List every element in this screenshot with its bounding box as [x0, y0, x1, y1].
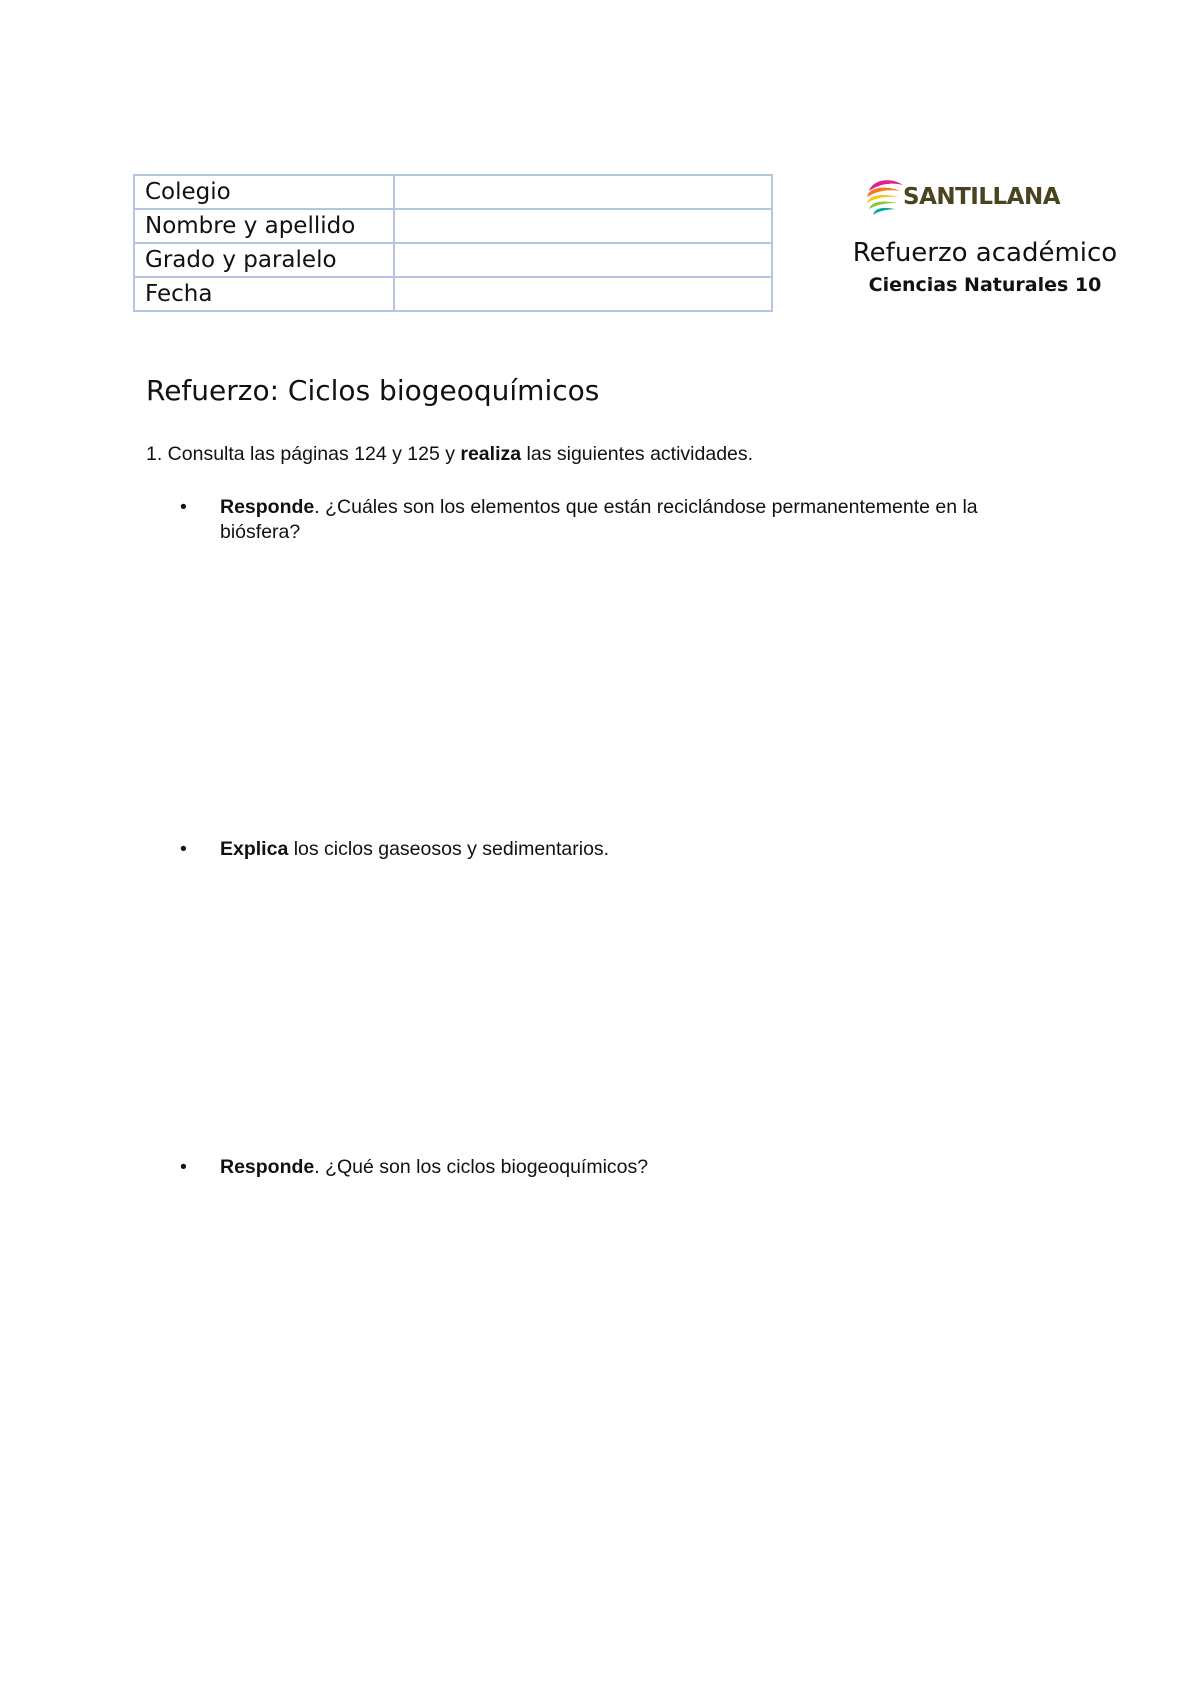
table-row: [134, 277, 772, 311]
table-row: [134, 175, 772, 209]
colegio-field[interactable]: [394, 175, 772, 209]
task-question: . ¿Cuáles son los elementos que están reciclándose permanentemente en la biósfera?: [220, 496, 978, 543]
task-verb: Explica: [220, 838, 289, 860]
bullet-icon: •: [180, 496, 187, 518]
student-info-table: [133, 174, 773, 312]
instruction-bold: realiza: [460, 443, 522, 465]
santillana-logo-icon: [865, 175, 905, 223]
task-text: [220, 1155, 1060, 1180]
task-question: los ciclos gaseosos y sedimentarios.: [288, 838, 610, 860]
fecha-field[interactable]: [394, 277, 772, 311]
task-verb: Responde: [220, 1156, 315, 1178]
grado-label: Grado y paralelo: [134, 243, 394, 277]
task-item-3: [180, 1155, 1060, 1180]
task-text: [220, 495, 1060, 545]
logo-stripe-4: [869, 201, 897, 209]
task-verb: Responde: [220, 496, 315, 518]
logo-stripe-5: [873, 208, 895, 215]
fecha-label: Fecha: [134, 277, 394, 311]
nombre-field[interactable]: [394, 209, 772, 243]
task-item-2: [180, 837, 1060, 862]
section-title: Refuerzo: Ciclos biogeoquímicos: [146, 374, 600, 407]
logo-text: SANTILLANA: [903, 184, 1061, 210]
document-header: [840, 238, 1130, 296]
task-question: . ¿Qué son los ciclos biogeoquímicos?: [314, 1156, 649, 1178]
task-item-1: [180, 495, 1060, 545]
nombre-label: Nombre y apellido: [134, 209, 394, 243]
table-row: [134, 243, 772, 277]
task-text: [220, 837, 1060, 862]
instruction-suffix: las siguientes actividades.: [521, 443, 754, 465]
colegio-label: Colegio: [134, 175, 394, 209]
bullet-icon: •: [180, 1156, 187, 1178]
grado-field[interactable]: [394, 243, 772, 277]
instruction-text: [146, 443, 753, 466]
table-row: [134, 209, 772, 243]
document-title: Refuerzo académico: [852, 238, 1118, 268]
bullet-icon: •: [180, 838, 187, 860]
document-subject: Ciencias Naturales 10: [868, 274, 1102, 296]
instruction-prefix: 1. Consulta las páginas 124 y 125 y: [146, 443, 461, 465]
santillana-logo: [865, 175, 1061, 223]
